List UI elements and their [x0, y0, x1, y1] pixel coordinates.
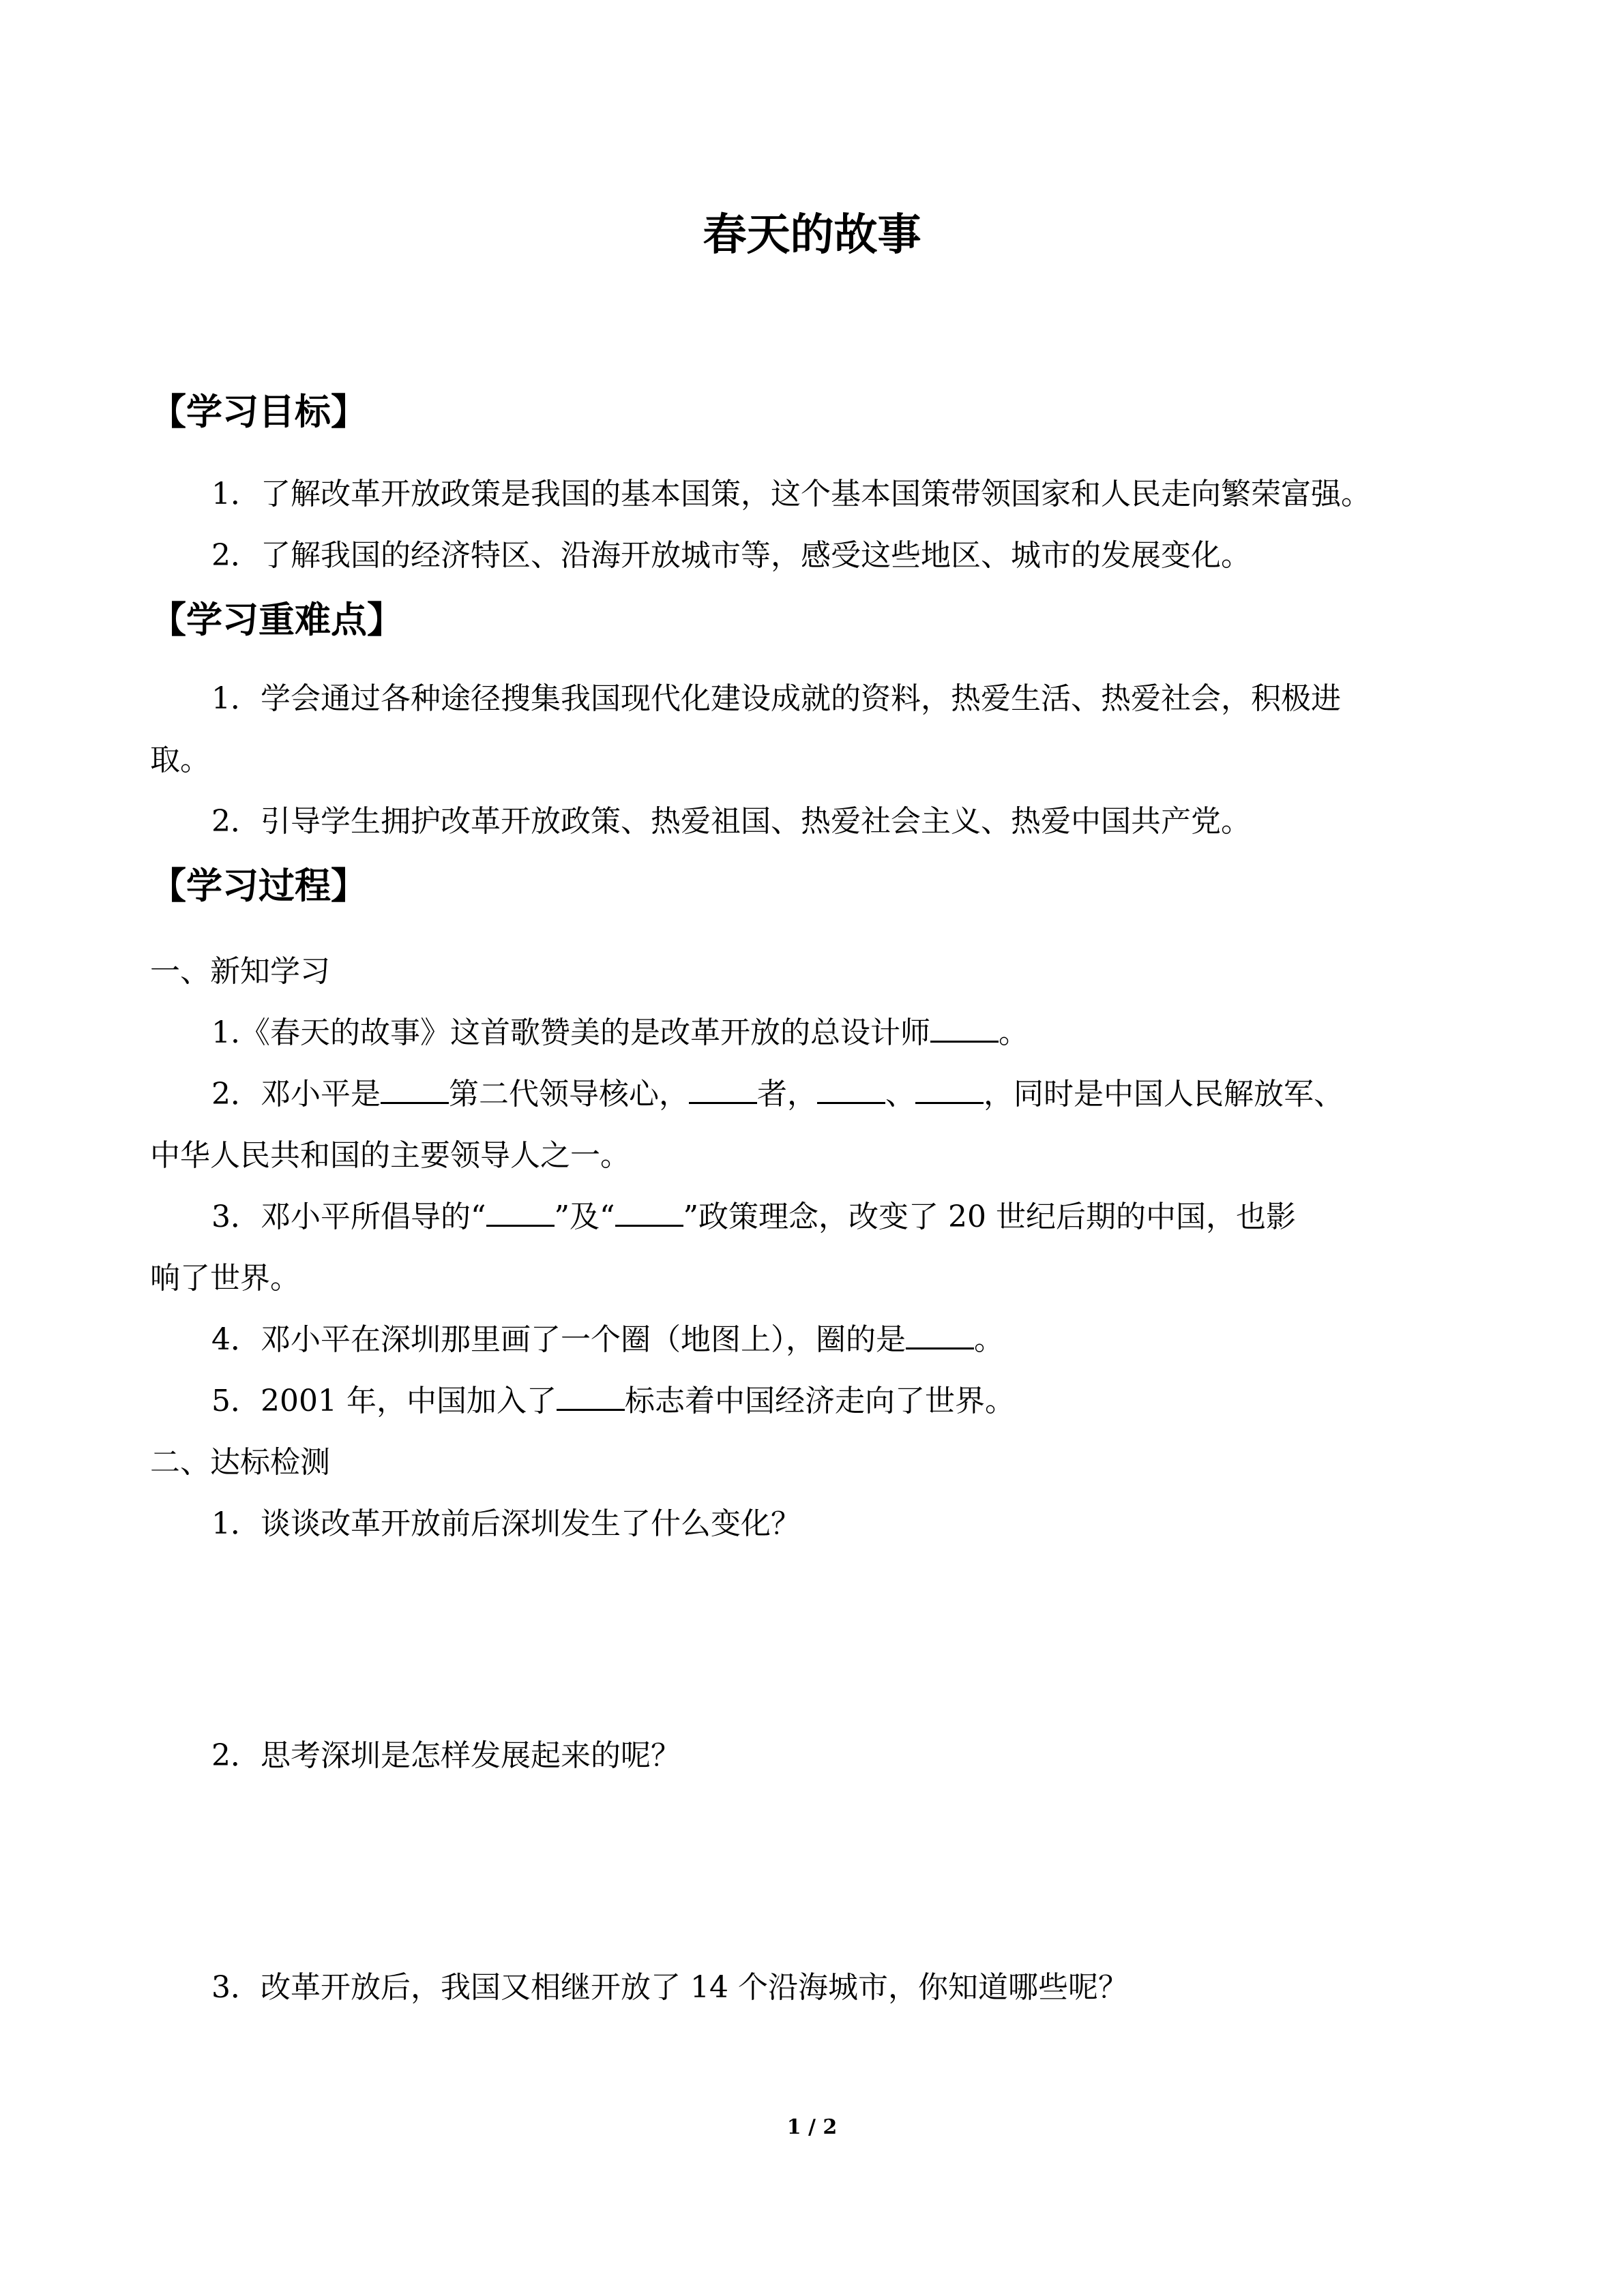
question-text: 4．邓小平在深圳那里画了一个圈（地图上），圈的是 [211, 1322, 906, 1357]
page-number: 1 / 2 [786, 2115, 838, 2139]
question-text: 3．邓小平所倡导的“ [211, 1199, 486, 1234]
question-3-continuation: 响了世界。 [150, 1261, 300, 1296]
page-title: 春天的故事 [703, 210, 921, 260]
question-4 [211, 1320, 1004, 1360]
key-point-item-continuation: 取。 [150, 743, 210, 777]
test-question-2: 2．思考深圳是怎样发展起来的呢？ [211, 1738, 681, 1773]
question-2 [211, 1074, 1344, 1115]
answer-blank[interactable] [689, 1075, 757, 1104]
question-text: 标志着中国经济走向了世界。 [624, 1384, 1015, 1418]
question-text: 2．邓小平是 [211, 1077, 381, 1112]
answer-blank[interactable] [906, 1320, 974, 1350]
answer-blank[interactable] [615, 1197, 683, 1227]
question-2-continuation: 中华人民共和国的主要领导人之一。 [150, 1138, 630, 1173]
question-text: 。 [974, 1322, 1004, 1357]
objective-item: 2．了解我国的经济特区、沿海开放城市等，感受这些地区、城市的发展变化。 [211, 538, 1251, 573]
answer-blank[interactable] [915, 1075, 984, 1104]
objectives-heading: 【学习目标】 [150, 391, 367, 433]
key-point-item: 1．学会通过各种途径搜集我国现代化建设成就的资料，热爱生活、热爱社会，积极进 [211, 681, 1341, 716]
test-question-1: 1．谈谈改革开放前后深圳发生了什么变化？ [211, 1506, 801, 1541]
answer-blank[interactable] [486, 1197, 555, 1227]
question-3 [211, 1197, 1296, 1238]
question-1 [211, 1013, 1029, 1054]
question-text: 第二代领导核心， [449, 1077, 689, 1112]
question-text: 者， [757, 1077, 817, 1112]
answer-blank[interactable] [817, 1075, 885, 1104]
key-point-item: 2．引导学生拥护改革开放政策、热爱祖国、热爱社会主义、热爱中国共产党。 [211, 804, 1251, 839]
question-text: 5．2001 年，中国加入了 [211, 1384, 557, 1418]
question-text: ，同时是中国人民解放军、 [984, 1077, 1344, 1112]
question-text: 。 [998, 1015, 1029, 1050]
answer-blank[interactable] [381, 1075, 449, 1104]
part1-title: 一、新知学习 [150, 954, 330, 989]
process-heading: 【学习过程】 [150, 865, 367, 907]
answer-blank[interactable] [930, 1013, 999, 1043]
question-text: ”政策理念，改变了 20 世纪后期的中国，也影 [683, 1199, 1296, 1234]
question-5 [211, 1381, 1015, 1422]
question-text: 、 [885, 1077, 915, 1112]
part2-title: 二、达标检测 [150, 1445, 330, 1480]
question-text: ”及“ [554, 1199, 615, 1234]
key-points-heading: 【学习重难点】 [150, 599, 403, 641]
objective-item: 1．了解改革开放政策是我国的基本国策，这个基本国策带领国家和人民走向繁荣富强。 [211, 477, 1371, 511]
answer-blank[interactable] [557, 1382, 625, 1411]
test-question-3: 3．改革开放后，我国又相继开放了 14 个沿海城市，你知道哪些呢？ [211, 1970, 1128, 2005]
question-text: 1.《春天的故事》这首歌赞美的是改革开放的总设计师 [211, 1015, 930, 1050]
